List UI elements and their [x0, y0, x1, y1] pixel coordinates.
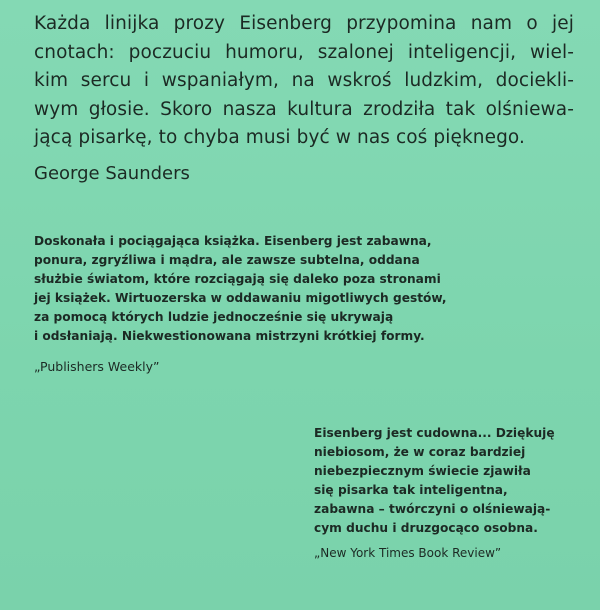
quote-line: za pomocą których ludzie jednocześnie się ukrywają [34, 310, 394, 324]
quote-line: niebiosom, że w coraz bardziej [314, 445, 526, 459]
quote-line: zabawna – twórczyni o olśniewają- [314, 502, 551, 516]
quote-line: się pisarka tak inteligentna, [314, 483, 508, 497]
attribution-new-york-times: „New York Times Book Review” [314, 546, 502, 560]
quote-line: ponura, zgryźliwa i mądra, ale zawsze subtelna, oddana [34, 253, 420, 267]
attribution-publishers-weekly: „Publishers Weekly” [34, 359, 160, 374]
quote-line: Eisenberg jest cudowna... Dziękuję [314, 426, 555, 440]
quote-line: cym duchu i druzgocąco osobna. [314, 521, 538, 535]
quote-line: wym głosie. Skoro nasza kultura zrodziła tak olśniewa- [34, 98, 574, 120]
quote-line: i odsłaniają. Niekwestionowana mistrzyni krótkiej formy. [34, 329, 425, 343]
quote-line: jej książek. Wirtuozerska w oddawaniu migotliwych gestów, [34, 291, 447, 305]
quote-line: jącą pisarkę, to chyba musi być w nas coś pięknego. [34, 127, 525, 148]
attribution-george-saunders: George Saunders [34, 163, 190, 184]
quote-george-saunders [34, 10, 574, 153]
quote-new-york-times [314, 424, 564, 538]
quote-publishers-weekly [34, 232, 494, 346]
quote-line: Każda linijka prozy Eisenberg przypomina nam o jej [34, 13, 574, 34]
quote-line: kim sercu i wspaniałym, na wskroś ludzkim, dociekli- [34, 70, 574, 91]
quote-line: służbie światom, które rozciągają się daleko poza stronami [34, 272, 441, 286]
quote-line: cnotach: poczuciu humoru, szalonej inteligencji, wiel- [34, 41, 574, 63]
quote-line: niebezpiecznym świecie zjawiła [314, 464, 531, 478]
quote-line: Doskonała i pociągająca książka. Eisenberg jest zabawna, [34, 234, 432, 248]
